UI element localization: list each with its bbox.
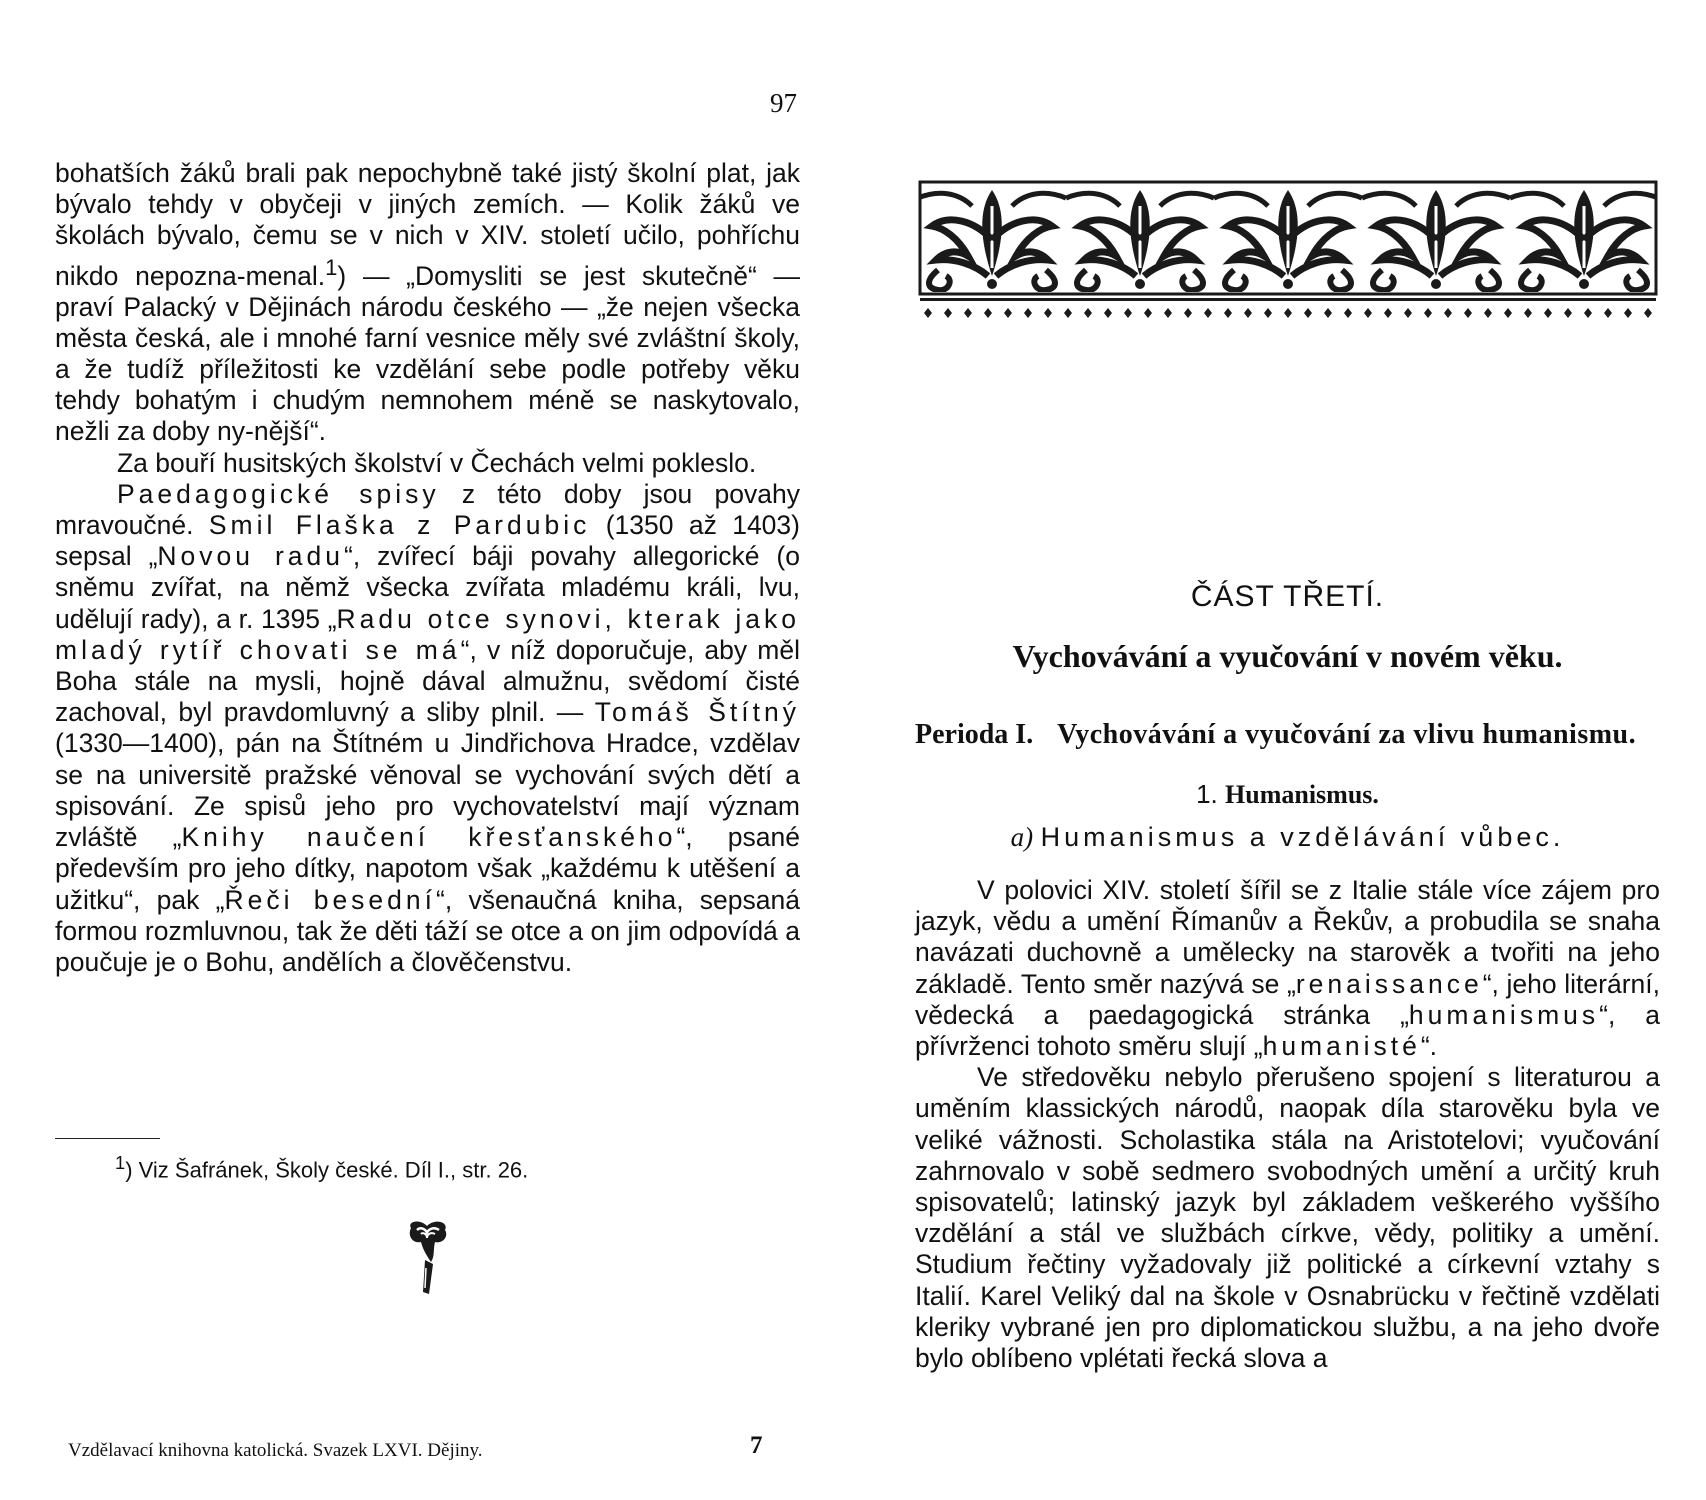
section-number: 1. (1196, 779, 1218, 809)
text-run: “, všenaučná kniha, sepsaná formou rozmluvnou, tak že děti táží se otce a on jim odpovídá a poučuje je o Bohu, andělích a člověčenstvu. (55, 884, 800, 977)
text-run: z této doby jsou povahy mravoučné. (55, 478, 800, 541)
spaced-emphasis: Řeči besední (224, 884, 437, 915)
spaced-emphasis: Knihy naučení křesťanského (181, 822, 677, 853)
text-run: “, psané především pro jeho dítky, napotom však „každému k utěšení a užitku“, pak „ (55, 822, 800, 915)
subsection-letter: a) (1010, 822, 1034, 852)
book-series-line: Vzdělavací knihovna katolická. Svazek LXVI. Dějiny. (68, 1440, 483, 1461)
text-run: bohatších žáků brali pak nepochybně také jistý školní plat, jak bývalo tehdy v obyčeji v jiných zemích. — Kolik žáků ve školách bývalo, čemu se v nich v XIV. století učilo, pohříchu nikdo nepozna-menal. (55, 158, 800, 291)
text-run: Za bouří husitských školství v Čechách velmi pokleslo. (117, 447, 757, 478)
fleuron-ornament-icon (405, 1220, 451, 1296)
text-run: ) — „Domysliti se jest skutečně“ — praví Palacký v Dějinách národu českého — „že nejen všecka města česká, ale i mnohé farní vesnice měly své zvláštní školy, a že tudíž příležitosti ke vzdělání sebe podle potřeby věku tehdy bohatým i chudým nemnohem méně se naskytovalo, nežli za doby ny-nější“. (55, 260, 800, 447)
spaced-emphasis: renaissance (1295, 968, 1483, 999)
spaced-emphasis: Novou radu (157, 541, 344, 572)
footnote-rule (55, 1138, 160, 1139)
right-page-body (915, 580, 1660, 1374)
left-page-body (55, 158, 800, 978)
acanthus-band-ornament-icon (918, 180, 1658, 320)
sheet-number: 7 (750, 1432, 763, 1459)
paragraph (55, 158, 800, 448)
spaced-emphasis: Smil Flaška z Pardubic (208, 510, 591, 541)
paragraph (55, 448, 800, 479)
period-label: Perioda I. (915, 719, 1034, 750)
footnote-ref: 1 (325, 254, 338, 280)
footnote-text: ) Viz Šafránek, Školy české. Díl I., str. 26. (125, 1157, 529, 1183)
page-number: 97 (770, 88, 797, 118)
right-page-text (915, 875, 1660, 1374)
section-title: Humanismus. (1225, 780, 1379, 809)
text-run: V polovici XIV. století šířil se z Italie stále více zájem pro jazyk, vědu a umění Římanův a Řekův, a probudila se snaha navázati duchovně a umělecky na starověk a tvořiti na jeho základě. Tento směr nazývá se „ (915, 875, 1660, 999)
text-run: “, jeho literární, vědecká a paedagogická stránka „ (915, 968, 1660, 1030)
text-run: (1330—1400), pán na Štítném u Jindřichova Hradce, vzdělav se na universitě pražské věnoval se vychování svých dětí a spisování. Ze spisů jeho pro vychovatelství mají význam zvláště „ (55, 728, 800, 853)
section-heading (915, 779, 1660, 810)
spaced-emphasis: humanisté (1262, 1031, 1421, 1062)
text-run: “, v níž doporučuje, aby měl Boha stále na mysli, hojně dával almužnu, svědomí čisté zachoval, byl pravdomluvný a sliby plnil. — (55, 634, 800, 728)
text-run: (1350 až 1403) sepsal „ (55, 510, 800, 572)
period-title: Vychovávání a vyučování za vlivu humanismu. (1057, 719, 1637, 750)
paragraph (55, 479, 800, 978)
paragraph (915, 1062, 1660, 1374)
footnote-mark: 1 (115, 1152, 126, 1173)
text-run: Ve středověku nebylo přerušeno spojení s literaturou a uměním klassických národů, naopak díla starověku byla ve veliké vážnosti. Scholastika stála na Aristotelovi; vyučování zahrnovalo v sobě sedmero svobodných umění a určitý kruh spisovatelů; latinský jazyk byl základem veškerého vyššího vzdělání a stál ve službách církve, vědy, politiky a umění. Studium řečtiny vyžadovaly již politické a církevní vztahy s Italií. Karel Veliký dal na škole v Osnabrücku v řečtině vzdělati kleriky vybrané jen pro diplomatickou službu, a na jeho dvoře bylo oblíbeno vplétati řecká slova a (915, 1062, 1660, 1374)
spaced-emphasis: humanismus (1408, 999, 1600, 1030)
spaced-emphasis: Paedagogické spisy (117, 478, 440, 509)
spaced-emphasis: Tomáš Štítný (594, 697, 800, 728)
text-run: “, a přívrženci tohoto směru slují „ (915, 999, 1660, 1062)
period-heading (915, 719, 1660, 751)
subsection-title: Humanismus a vzdělávání vůbec. (1040, 822, 1565, 852)
spaced-emphasis: Radu otce synovi, kterak jako mladý rytíř chovati se má (55, 603, 800, 665)
footnote (115, 1152, 528, 1183)
text-run: “. (1420, 1031, 1438, 1062)
main-heading: Vychovávání a vyučování v novém věku. (1012, 638, 1563, 674)
text-run: “, zvířecí báji povahy allegorické (o sněmu zvířat, na němž všecka zvířata mladému králi, lvu, udělují rady), a r. 1395 „ (55, 541, 800, 634)
paragraph (915, 875, 1660, 1062)
subsection-heading (915, 822, 1660, 853)
part-title: ČÁST TŘETÍ. (1190, 580, 1385, 613)
